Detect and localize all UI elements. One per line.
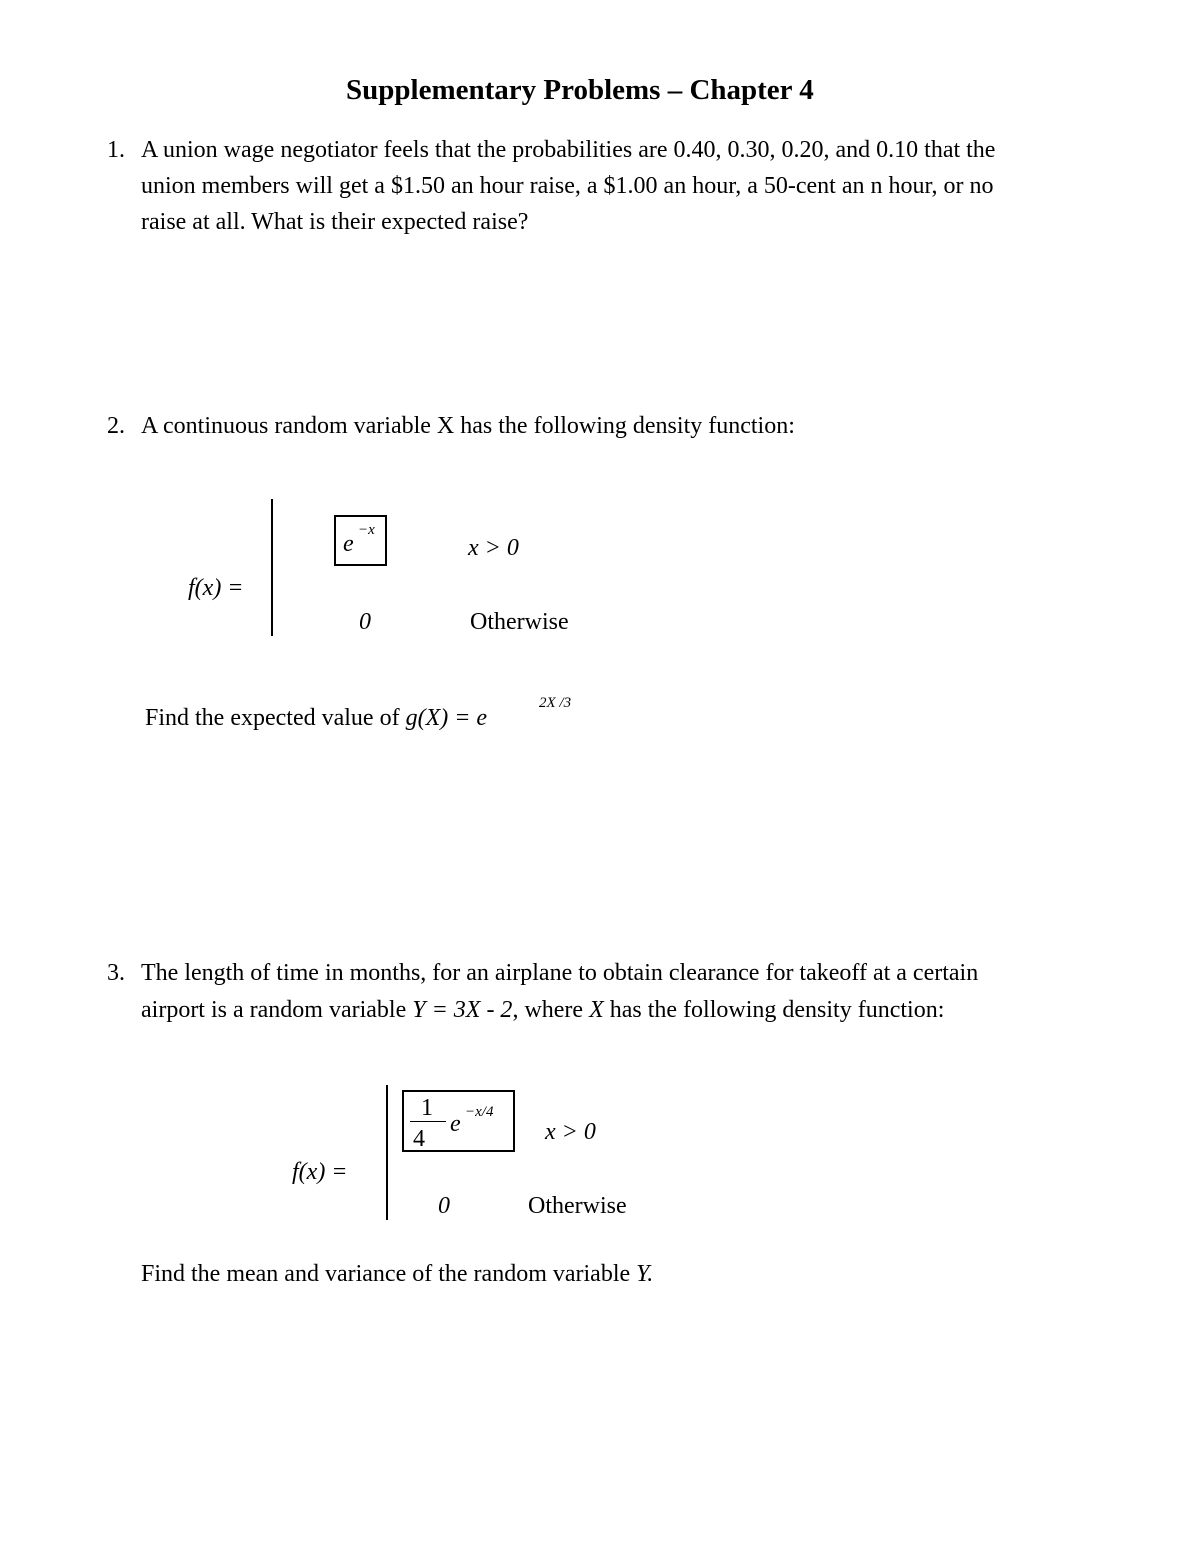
problem-3-line-2 [141,992,944,1028]
problem-3-find-prefix: Find the mean and variance of the random variable [141,1261,637,1287]
problem-3-line-2-d: X [589,997,604,1023]
problem-3-case-1-expr: e [450,1111,461,1137]
problem-3-find-var: Y. [636,1261,654,1287]
problem-2-case-2-expr: 0 [359,609,371,635]
problem-3-line-2-e: has the following density function: [603,997,945,1023]
problem-2-case-1-exponent: −x [358,522,375,538]
problem-2-line-1: A continuous random variable X has the following density function: [141,413,795,439]
problem-2-find-g: g(X) = [405,705,477,731]
problem-2-find-text [145,700,487,736]
problem-2-case-2-condition: Otherwise [470,609,569,635]
problem-2-find-exponent: 2X /3 [539,695,572,711]
problem-3-line-2-a: airport is a random variable [141,997,413,1023]
problem-3-brace-bar [386,1085,388,1220]
problem-3-find-text [141,1256,653,1292]
problem-3-line-2-b: Y = 3X - 2 [412,997,513,1023]
problem-1-number: 1. [107,137,125,163]
problem-1-line-3: raise at all. What is their expected raise? [141,209,529,235]
problem-2-case-1-condition: x > 0 [468,535,519,561]
problem-2-fx-label: f(x) = [188,575,244,601]
problem-3-case-1-exponent: −x/4 [465,1104,494,1120]
problem-3-case-2-condition: Otherwise [528,1193,627,1219]
problem-3-frac-numerator: 1 [421,1095,433,1121]
problem-2-find-e: e [476,705,488,731]
problem-1-line-2: union members will get a $1.50 an hour raise, a $1.00 an hour, a 50-cent an n hour, or no [141,173,994,199]
problem-3-case-1-condition: x > 0 [545,1119,596,1145]
problem-3-line-2-c: , where [512,997,590,1023]
problem-3-frac-denominator: 4 [413,1126,425,1152]
page-title: Supplementary Problems – Chapter 4 [346,74,814,106]
problem-2-find-prefix: Find the expected value of [145,705,406,731]
problem-3-case-2-expr: 0 [438,1193,450,1219]
problem-3-line-1: The length of time in months, for an airplane to obtain clearance for takeoff at a certain [141,960,979,986]
problem-3-number: 3. [107,960,125,986]
problem-2-number: 2. [107,413,125,439]
problem-1-line-1: A union wage negotiator feels that the probabilities are 0.40, 0.30, 0.20, and 0.10 that the [141,137,996,163]
problem-2-brace-bar [271,499,273,636]
problem-2-case-1-expr: e [343,531,354,557]
problem-3-fx-label: f(x) = [292,1159,348,1185]
